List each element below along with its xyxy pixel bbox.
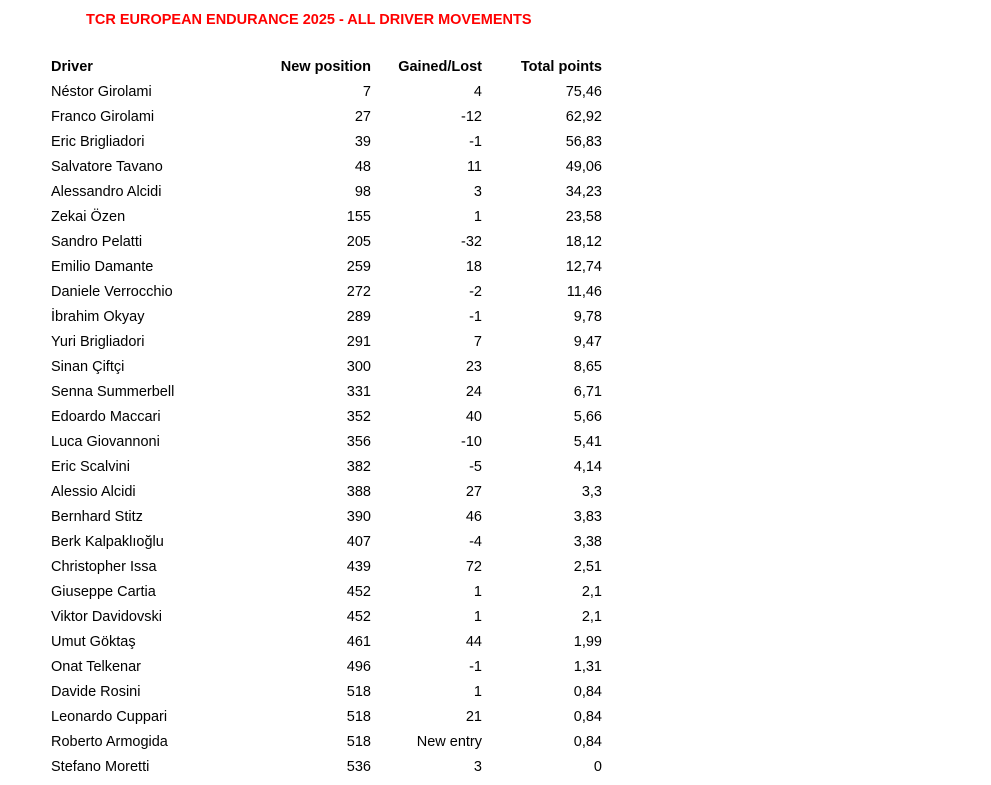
total-points-cell: 6,71: [573, 384, 602, 400]
total-points-cell: 2,1: [581, 584, 602, 600]
new-position-cell: 7: [362, 84, 371, 100]
driver-name-cell: Giuseppe Cartia: [51, 584, 156, 600]
new-position-cell: 439: [346, 559, 371, 575]
driver-name-cell: Alessio Alcidi: [51, 484, 136, 500]
new-position-cell: 452: [346, 584, 371, 600]
total-points-cell: 8,65: [573, 359, 602, 375]
gained-lost-cell: 3: [473, 759, 482, 775]
driver-name-cell: Alessandro Alcidi: [51, 184, 162, 200]
driver-name-cell: Onat Telkenar: [51, 659, 142, 675]
gained-lost-cell: 1: [473, 684, 482, 700]
gained-lost-cell: 24: [465, 384, 482, 400]
total-points-cell: 9,78: [573, 309, 602, 325]
driver-name-cell: Zekai Özen: [51, 209, 126, 225]
total-points-cell: 2,51: [573, 559, 602, 575]
total-points-cell: 1,31: [573, 659, 602, 675]
gained-lost-cell: 44: [465, 634, 482, 650]
table-row: [46, 180, 607, 205]
new-position-cell: 452: [346, 609, 371, 625]
driver-standings-table: [46, 55, 607, 780]
table-row: [46, 555, 607, 580]
total-points-cell: 62,92: [565, 109, 602, 125]
total-points-cell: 0,84: [573, 709, 602, 725]
total-points-cell: 56,83: [565, 134, 602, 150]
table-row: [46, 605, 607, 630]
table-row: [46, 755, 607, 780]
new-position-cell: 259: [346, 259, 371, 275]
gained-lost-cell: 11: [466, 159, 482, 175]
gained-lost-cell: 27: [465, 484, 482, 500]
new-position-cell: 331: [346, 384, 371, 400]
table-row: [46, 380, 607, 405]
gained-lost-cell: -32: [461, 234, 482, 250]
total-points-cell: 23,58: [565, 209, 602, 225]
gained-lost-cell: -1: [469, 659, 482, 675]
column-header-new-position: New position: [280, 59, 371, 75]
total-points-cell: 18,12: [565, 234, 602, 250]
new-position-cell: 289: [346, 309, 371, 325]
driver-name-cell: Néstor Girolami: [51, 84, 152, 100]
total-points-cell: 12,74: [565, 259, 602, 275]
gained-lost-cell: 18: [465, 259, 482, 275]
driver-name-cell: Eric Brigliadori: [51, 134, 145, 150]
new-position-cell: 39: [354, 134, 371, 150]
driver-name-cell: Umut Göktaş: [51, 634, 136, 650]
new-position-cell: 27: [354, 109, 371, 125]
driver-name-cell: Senna Summerbell: [51, 384, 175, 400]
table-row: [46, 255, 607, 280]
gained-lost-cell: -12: [461, 109, 482, 125]
table-row: [46, 730, 607, 755]
total-points-cell: 3,3: [581, 484, 602, 500]
driver-name-cell: Viktor Davidovski: [51, 609, 162, 625]
driver-name-cell: Roberto Armogida: [51, 734, 168, 750]
new-position-cell: 518: [346, 709, 371, 725]
driver-name-cell: Eric Scalvini: [51, 459, 130, 475]
driver-name-cell: Luca Giovannoni: [51, 434, 160, 450]
table-row: [46, 230, 607, 255]
gained-lost-cell: New entry: [416, 734, 482, 750]
table-row: [46, 130, 607, 155]
gained-lost-cell: 1: [473, 209, 482, 225]
gained-lost-cell: 46: [465, 509, 482, 525]
driver-name-cell: Yuri Brigliadori: [51, 334, 145, 350]
table-row: [46, 205, 607, 230]
table-row: [46, 680, 607, 705]
driver-name-cell: Davide Rosini: [51, 684, 141, 700]
new-position-cell: 461: [346, 634, 371, 650]
column-header-driver: Driver: [51, 59, 93, 75]
driver-name-cell: Daniele Verrocchio: [51, 284, 173, 300]
gained-lost-cell: 1: [473, 609, 482, 625]
total-points-cell: 5,41: [573, 434, 602, 450]
column-header-total-points: Total points: [520, 59, 602, 75]
table-row: [46, 580, 607, 605]
new-position-cell: 518: [346, 684, 371, 700]
table-row: [46, 330, 607, 355]
driver-name-cell: Bernhard Stitz: [51, 509, 143, 525]
table-row: [46, 80, 607, 105]
driver-name-cell: İbrahim Okyay: [51, 309, 145, 325]
gained-lost-cell: -1: [469, 134, 482, 150]
new-position-cell: 496: [346, 659, 371, 675]
table-row: [46, 305, 607, 330]
gained-lost-cell: 4: [473, 84, 482, 100]
driver-name-cell: Salvatore Tavano: [51, 159, 163, 175]
table-row: [46, 505, 607, 530]
gained-lost-cell: -5: [469, 459, 482, 475]
table-row: [46, 155, 607, 180]
total-points-cell: 11,46: [566, 284, 602, 300]
new-position-cell: 352: [346, 409, 371, 425]
driver-name-cell: Edoardo Maccari: [51, 409, 161, 425]
gained-lost-cell: 40: [465, 409, 482, 425]
gained-lost-cell: 21: [465, 709, 482, 725]
new-position-cell: 518: [346, 734, 371, 750]
table-row: [46, 105, 607, 130]
total-points-cell: 9,47: [573, 334, 602, 350]
new-position-cell: 388: [346, 484, 371, 500]
gained-lost-cell: 23: [465, 359, 482, 375]
new-position-cell: 536: [346, 759, 371, 775]
total-points-cell: 0,84: [573, 684, 602, 700]
table-row: [46, 480, 607, 505]
table-row: [46, 705, 607, 730]
new-position-cell: 48: [354, 159, 371, 175]
total-points-cell: 0: [593, 759, 602, 775]
driver-name-cell: Leonardo Cuppari: [51, 709, 168, 725]
table-row: [46, 355, 607, 380]
total-points-cell: 1,99: [573, 634, 602, 650]
total-points-cell: 3,83: [573, 509, 602, 525]
total-points-cell: 34,23: [565, 184, 602, 200]
total-points-cell: 3,38: [573, 534, 602, 550]
new-position-cell: 300: [346, 359, 371, 375]
table-row: [46, 455, 607, 480]
new-position-cell: 390: [346, 509, 371, 525]
driver-name-cell: Stefano Moretti: [51, 759, 150, 775]
table-row: [46, 655, 607, 680]
driver-name-cell: Emilio Damante: [51, 259, 154, 275]
page-title: TCR EUROPEAN ENDURANCE 2025 - ALL DRIVER MOVEMENTS: [86, 12, 532, 28]
new-position-cell: 291: [346, 334, 371, 350]
gained-lost-cell: 1: [473, 584, 482, 600]
total-points-cell: 2,1: [581, 609, 602, 625]
total-points-cell: 5,66: [573, 409, 602, 425]
table-body: [46, 80, 607, 780]
table-header-row: [46, 55, 607, 80]
new-position-cell: 356: [346, 434, 371, 450]
total-points-cell: 4,14: [573, 459, 602, 475]
gained-lost-cell: -1: [469, 309, 482, 325]
gained-lost-cell: 72: [465, 559, 482, 575]
new-position-cell: 205: [346, 234, 371, 250]
table-row: [46, 630, 607, 655]
new-position-cell: 155: [346, 209, 371, 225]
new-position-cell: 98: [354, 184, 371, 200]
driver-name-cell: Sinan Çiftçi: [51, 359, 125, 375]
gained-lost-cell: -10: [461, 434, 482, 450]
gained-lost-cell: 7: [473, 334, 482, 350]
table-row: [46, 280, 607, 305]
driver-name-cell: Christopher Issa: [51, 559, 157, 575]
total-points-cell: 49,06: [565, 159, 602, 175]
total-points-cell: 75,46: [565, 84, 602, 100]
total-points-cell: 0,84: [573, 734, 602, 750]
table-row: [46, 405, 607, 430]
driver-name-cell: Franco Girolami: [51, 109, 155, 125]
new-position-cell: 407: [346, 534, 371, 550]
table-row: [46, 430, 607, 455]
new-position-cell: 272: [346, 284, 371, 300]
table-row: [46, 530, 607, 555]
new-position-cell: 382: [346, 459, 371, 475]
driver-name-cell: Berk Kalpaklıoğlu: [51, 534, 164, 550]
driver-name-cell: Sandro Pelatti: [51, 234, 143, 250]
column-header-gained-lost: Gained/Lost: [398, 59, 482, 75]
gained-lost-cell: -2: [469, 284, 482, 300]
gained-lost-cell: 3: [473, 184, 482, 200]
gained-lost-cell: -4: [469, 534, 482, 550]
